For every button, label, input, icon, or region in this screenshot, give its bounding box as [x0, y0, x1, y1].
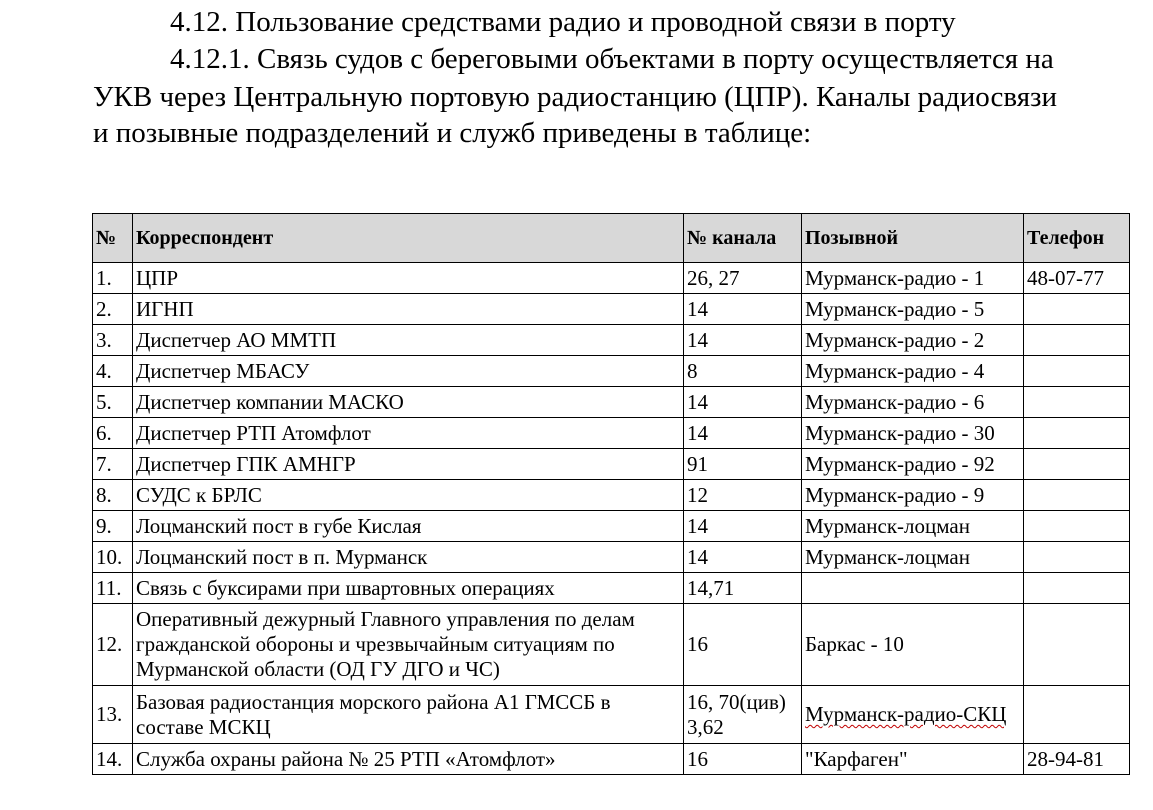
- table-row: [93, 263, 1130, 294]
- cell-channel: 8: [684, 356, 802, 387]
- cell-num: 7.: [93, 449, 133, 480]
- table-row: [93, 356, 1130, 387]
- cell-callsign: Мурманск-радио - 5: [802, 294, 1024, 325]
- cell-correspondent: Диспетчер компании МАСКО: [133, 387, 684, 418]
- cell-callsign: [802, 573, 1024, 604]
- cell-phone: [1024, 418, 1130, 449]
- paragraph-line-3: и позывные подразделений и служб приведены в таблице:: [93, 117, 812, 149]
- cell-channel: 26, 27: [684, 263, 802, 294]
- cell-num: 14.: [93, 744, 133, 775]
- table-row: [93, 325, 1130, 356]
- cell-correspondent: Базовая радиостанция морского района А1 ГМССБ в составе МСКЦ: [133, 686, 684, 744]
- section-title: 4.12. Пользование средствами радио и проводной связи в порту: [170, 6, 956, 38]
- cell-phone: [1024, 449, 1130, 480]
- table-row: [93, 604, 1130, 686]
- cell-phone: [1024, 511, 1130, 542]
- cell-correspondent: Диспетчер ГПК АМНГР: [133, 449, 684, 480]
- cell-num: 13.: [93, 686, 133, 744]
- cell-phone: [1024, 325, 1130, 356]
- table-header-row: [93, 214, 1130, 263]
- cell-channel: 14: [684, 511, 802, 542]
- header-phone: Телефон: [1024, 214, 1130, 263]
- cell-num: 6.: [93, 418, 133, 449]
- cell-correspondent: Служба охраны района № 25 РТП «Атомфлот»: [133, 744, 684, 775]
- cell-channel: 14: [684, 387, 802, 418]
- header-channel: № канала: [684, 214, 802, 263]
- table-row: [93, 480, 1130, 511]
- header-correspondent: Корреспондент: [133, 214, 684, 263]
- cell-num: 4.: [93, 356, 133, 387]
- cell-phone: [1024, 573, 1130, 604]
- table-row: [93, 542, 1130, 573]
- cell-num: 8.: [93, 480, 133, 511]
- table-row: [93, 573, 1130, 604]
- paragraph-line-1: 4.12.1. Связь судов с береговыми объектами в порту осуществляется на: [170, 43, 1054, 75]
- cell-channel: 14: [684, 294, 802, 325]
- cell-callsign: Мурманск-лоцман: [802, 542, 1024, 573]
- table-row: [93, 387, 1130, 418]
- cell-correspondent: Лоцманский пост в п. Мурманск: [133, 542, 684, 573]
- cell-callsign: Мурманск-лоцман: [802, 511, 1024, 542]
- cell-num: 10.: [93, 542, 133, 573]
- cell-callsign: Мурманск-радио - 9: [802, 480, 1024, 511]
- cell-channel: 16, 70(цив) 3,62: [684, 686, 802, 744]
- cell-channel: 16: [684, 744, 802, 775]
- cell-correspondent: ЦПР: [133, 263, 684, 294]
- cell-num: 5.: [93, 387, 133, 418]
- cell-phone: [1024, 542, 1130, 573]
- table-row: [93, 686, 1130, 744]
- table-row: [93, 294, 1130, 325]
- table-row: [93, 744, 1130, 775]
- table-row: [93, 449, 1130, 480]
- cell-num: 11.: [93, 573, 133, 604]
- cell-correspondent: Лоцманский пост в губе Кислая: [133, 511, 684, 542]
- cell-phone: [1024, 604, 1130, 686]
- cell-phone: [1024, 294, 1130, 325]
- table-row: [93, 511, 1130, 542]
- cell-callsign: Мурманск-радио - 30: [802, 418, 1024, 449]
- cell-phone: [1024, 686, 1130, 744]
- cell-channel: 16: [684, 604, 802, 686]
- cell-correspondent: Оперативный дежурный Главного управления по делам гражданской обороны и чрезвычайным ситуациям по Мурманской области (ОД ГУ ДГО и ЧС): [133, 604, 684, 686]
- cell-correspondent: Диспетчер АО ММТП: [133, 325, 684, 356]
- cell-num: 9.: [93, 511, 133, 542]
- cell-phone: [1024, 356, 1130, 387]
- cell-correspondent: ИГНП: [133, 294, 684, 325]
- cell-callsign: Мурманск-радио - 2: [802, 325, 1024, 356]
- cell-channel: 12: [684, 480, 802, 511]
- cell-callsign: Мурманск-радио - 1: [802, 263, 1024, 294]
- cell-phone: 48-07-77: [1024, 263, 1130, 294]
- cell-num: 12.: [93, 604, 133, 686]
- cell-callsign: Мурманск-радио - 6: [802, 387, 1024, 418]
- cell-phone: 28-94-81: [1024, 744, 1130, 775]
- cell-phone: [1024, 480, 1130, 511]
- cell-callsign: Мурманск-радио - 4: [802, 356, 1024, 387]
- header-num: №: [93, 214, 133, 263]
- table-row: [93, 418, 1130, 449]
- cell-correspondent: Связь с буксирами при швартовных операциях: [133, 573, 684, 604]
- cell-channel: 14: [684, 325, 802, 356]
- cell-correspondent: Диспетчер МБАСУ: [133, 356, 684, 387]
- cell-callsign: Баркас - 10: [802, 604, 1024, 686]
- paragraph-line-2: УКВ через Центральную портовую радиостанцию (ЦПР). Каналы радиосвязи: [93, 81, 1058, 113]
- cell-callsign: "Карфаген": [802, 744, 1024, 775]
- correspondents-table: [92, 213, 1130, 775]
- header-callsign: Позывной: [802, 214, 1024, 263]
- cell-correspondent: Диспетчер РТП Атомфлот: [133, 418, 684, 449]
- cell-callsign: Мурманск-радио-СКЦ: [802, 686, 1024, 744]
- cell-channel: 91: [684, 449, 802, 480]
- cell-phone: [1024, 387, 1130, 418]
- cell-channel: 14: [684, 542, 802, 573]
- cell-callsign: Мурманск-радио - 92: [802, 449, 1024, 480]
- cell-channel: 14: [684, 418, 802, 449]
- cell-channel: 14,71: [684, 573, 802, 604]
- cell-num: 2.: [93, 294, 133, 325]
- cell-num: 1.: [93, 263, 133, 294]
- cell-num: 3.: [93, 325, 133, 356]
- cell-correspondent: СУДС к БРЛС: [133, 480, 684, 511]
